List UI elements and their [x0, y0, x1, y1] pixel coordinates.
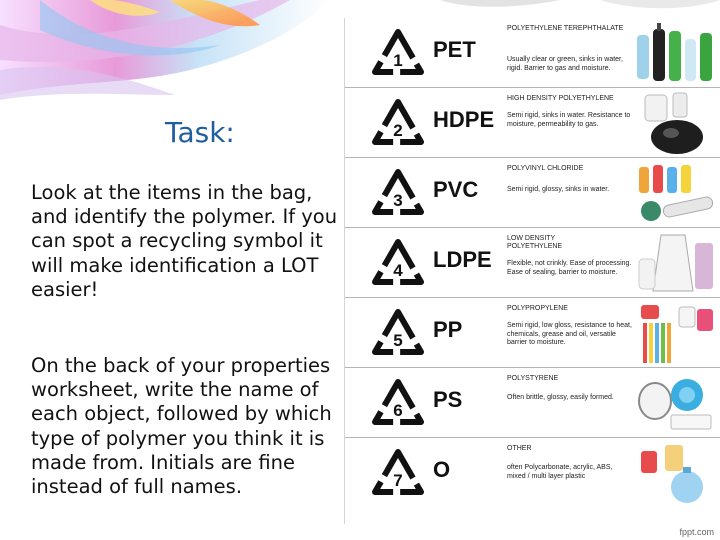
resin-number: 5 [393, 331, 403, 350]
footer-watermark: fppt.com [679, 527, 714, 537]
pipes-bottles-icon [635, 161, 717, 225]
resin-number: 1 [393, 51, 403, 70]
recycling-triangle-icon [371, 238, 425, 288]
resin-number: 3 [393, 191, 403, 210]
chart-row-other [345, 438, 720, 508]
milk-jugs-bags-icon [635, 91, 717, 155]
water-jugs-icon [635, 441, 717, 505]
resin-code: PVC [433, 177, 479, 202]
recycling-triangle-icon [371, 308, 425, 358]
chart-row-ldpe [345, 228, 720, 298]
polymer-name: OTHER [507, 445, 532, 452]
polymer-name: POLYETHYLENE TEREPHTHALATE [507, 25, 624, 32]
resin-code: HDPE [433, 107, 495, 132]
resin-number: 7 [393, 471, 403, 490]
task-instructions-paragraph: Look at the items in the bag, and identify the polymer. If you can spot a recycling symbol it will make identification a LOT easier! [31, 181, 338, 301]
polymer-description: often Polycarbonate, acrylic, ABS, mixed / multi layer plastic [507, 464, 613, 480]
resin-code: LDPE [433, 247, 492, 272]
recycling-triangle-icon [371, 98, 425, 148]
chart-row-pp [345, 298, 720, 368]
chart-row-hdpe [345, 88, 720, 158]
polymer-name: POLYVINYL CHLORIDE [507, 165, 584, 172]
resin-code: PS [433, 387, 463, 412]
bottles-icon [635, 21, 717, 85]
wraps-bags-icon [635, 231, 717, 295]
recycling-triangle-icon [371, 168, 425, 218]
polymer-name: POLYSTYRENE [507, 375, 559, 382]
resin-code: PP [433, 317, 463, 342]
straws-caps-icon [635, 301, 717, 365]
polymer-name: LOW DENSITY POLYETHYLENE [507, 235, 563, 250]
polymer-description: Semi rigid, low gloss, resistance to heat, chemicals, grease and oil, versatile barrier to moisture. [507, 322, 632, 346]
worksheet-instructions-paragraph: On the back of your properties worksheet, write the name of each object, followed by which type of polymer you think it is made from. Initials are fine instead of full names. [31, 354, 332, 499]
polymer-name: HIGH DENSITY POLYETHYLENE [507, 95, 614, 102]
recycling-triangle-icon [371, 448, 425, 498]
polymer-description: Flexible, not crinkly. Ease of processing. Ease of sealing, barrier to moisture. [507, 260, 632, 276]
polymer-description: Often brittle, glossy, easily formed. [507, 394, 614, 401]
chart-row-ps [345, 368, 720, 438]
polymer-name: POLYPROPYLENE [507, 305, 568, 312]
polymer-description: Semi rigid, glossy, sinks in water. [507, 186, 610, 193]
recycling-triangle-icon [371, 378, 425, 428]
recycling-codes-chart [344, 18, 720, 524]
resin-code: PET [433, 37, 476, 62]
polymer-description: Semi rigid, sinks in water. Resistance to moisture, permeability to gas. [507, 112, 631, 128]
chart-row-pvc [345, 158, 720, 228]
cups-foam-icon [635, 371, 717, 435]
slide-title: Task: [165, 116, 235, 149]
chart-row-pet [345, 18, 720, 88]
resin-number: 2 [393, 121, 403, 140]
recycling-triangle-icon [371, 28, 425, 78]
resin-number: 6 [393, 401, 403, 420]
resin-code: O [433, 457, 451, 482]
polymer-description: Usually clear or green, sinks in water, rigid. Barrier to gas and moisture. [507, 56, 623, 72]
resin-number: 4 [393, 261, 403, 280]
